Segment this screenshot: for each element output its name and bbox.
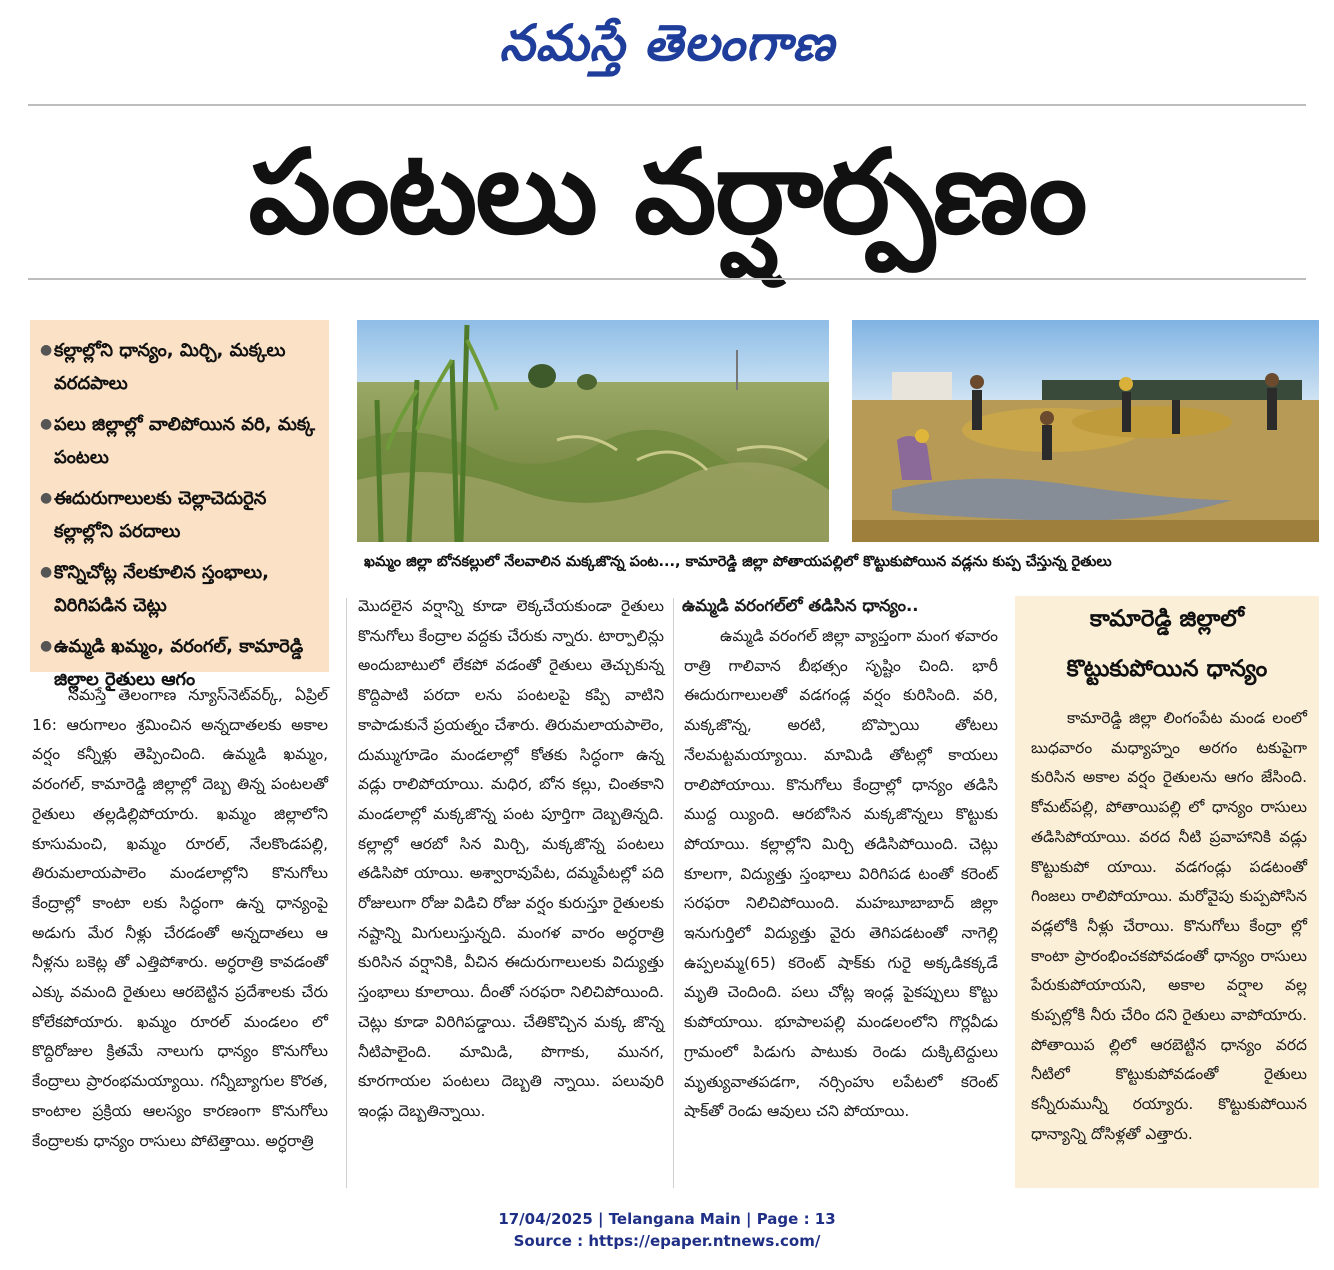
sidebar-paragraph: కామారెడ్డి జిల్లా లింగంపేట మండ లంలో బుధవారం మధ్యాహ్నం అరగం టకుపైగా కురిసిన అకాల వర్షం రైతులను ఆగం జేసింది. కోమట్‌పల్లి, పోతాయిపల్లి లో ధాన్యం రాసులు తడిసిపోయాయి. వరద నీటి ప్రవాహానికి వడ్లు కొట్టుకుపో యాయి. వడగండ్లు పడటంతో గింజలు రాలిపోయాయి. మరోవైపు కుప్పపోసిన వడ్లలోకి నీళ్లు చేరాయి. కొనుగోలు కేంద్రా ల్లో కాంటా ప్రారంభించకపోవడంతో ధాన్యం రాసులు పేరుకుపోయాయని, అకాల వర్షాల వల్ల కుప్పల్లోకి నీరు చేరిం దని రైతులు వాపోయారు. పోతాయిప ల్లిలో ఆరబెట్టిన ధాన్యం వరద నీటిలో కొట్టుకుపోవడంతో రైతులు కన్నీరుమున్నీ రయ్యారు. కొట్టుకుపోయిన ధాన్యాన్ని దోసిళ్లతో ఎత్తారు. (1031, 709, 1307, 1143)
article-column-3 (684, 622, 998, 1127)
highlight-item: ● ఈదురుగాలులకు చెల్లాచెదురైన కల్లాల్లోని పరదాలు (40, 482, 317, 548)
article-column-2 (358, 592, 664, 1127)
sidebar-body (1031, 704, 1307, 1150)
top-divider (28, 104, 1306, 106)
sidebar-story (1015, 596, 1319, 1188)
bullet-icon: ● (40, 490, 53, 506)
page-headline: పంటలు వర్షార్పణం (248, 125, 1086, 260)
sidebar-title-line-2: కొట్టుకుపోయిన ధాన్యం (1066, 656, 1268, 682)
highlight-item: ● కొన్నిచోట్ల నేలకూలిన స్తంభాలు, విరిగిపడిన చెట్లు (40, 556, 317, 622)
bullet-icon: ● (40, 342, 53, 358)
article-paragraph: నమస్తే తెలంగాణ న్యూస్‌నెట్‌వర్క్, ఏప్రిల్ 16: ఆరుగాలం శ్రమించిన అన్నదాతలకు అకాల వర్షం కన్నీళ్లు తెప్పించింది. ఉమ్మడి ఖమ్మం, వరంగల్, కామారెడ్డి జిల్లాల్లో దెబ్బ తిన్న పంటలతో రైతులు తల్లడిల్లిపోయారు. ఖమ్మం జిల్లాలోని కూసుమంచి, ఖమ్మం రూరల్, నేలకొండపల్లి, తిరుమలాయపాలెం మండలాల్లోని కొనుగోలు కేంద్రాల్లో కాంటా లకు సిద్ధంగా ఉన్న ధాన్యంపై అడుగు మేర నీళ్లు చేరడంతో అన్నదాతలు ఆ నీళ్లను బకెట్ల తో ఎత్తిపోశారు. అర్ధరాత్రి కావడంతో ఎక్కు వమంది రైతులు ఆరబెట్టిన ప్రదేశాలకు చేరు కోలేకపోయారు. ఖమ్మం రూరల్ మండలం లో కొద్దిరోజుల క్రితమే నాలుగు ధాన్యం కొనుగోలు కేంద్రాలు ప్రారంభమయ్యాయి. గన్నీబ్యాగుల కొరత, కాంటాల ప్రక్రియ ఆలస్యం కారణంగా కొనుగోలు కేంద్రాలకు ధాన్యం రాసులు పోటెత్తాయి. అర్ధరాత్రి (32, 686, 328, 1150)
maize-field-photo (357, 320, 829, 542)
photo-caption: ఖమ్మం జిల్లా బోనకల్లులో నేలవాలిన మక్కజొన్న పంట..., కామారెడ్డి జిల్లా పోతాయపల్లిలో కొట్టుకుపోయిన వడ్లను కుప్ప చేస్తున్న రైతులు (364, 554, 1112, 570)
column-divider (673, 598, 674, 1188)
bullet-icon: ● (40, 416, 53, 432)
sidebar-title-line-1: కామారెడ్డి జిల్లాలో (1089, 606, 1245, 632)
highlight-item: ● ఉమ్మడి ఖమ్మం, వరంగల్, కామారెడ్డి జిల్లాల రైతులు ఆగం (40, 630, 317, 696)
highlights-box (30, 320, 329, 690)
article-column-1 (32, 681, 328, 1156)
section-subheading: ఉమ్మడి వరంగల్‌లో తడిసిన ధాన్యం.. (682, 596, 919, 615)
bullet-icon: ● (40, 564, 53, 580)
footer-date-page: 17/04/2025 | Telangana Main | Page : 13 (498, 1210, 836, 1228)
farmers-paddy-photo (852, 320, 1319, 542)
article-paragraph: ఉమ్మడి వరంగల్ జిల్లా వ్యాప్తంగా మంగ ళవారం రాత్రి గాలివాన బీభత్సం సృష్టిం చింది. భారీ ఈదురుగాలులతో వడగండ్ల వర్షం కురిసింది. వరి, మక్కజొన్న, అరటి, బొప్పాయి తోటలు నేలమట్టమయ్యాయి. మామిడి తోటల్లో కాయలు రాలిపోయాయి. కొనుగోలు కేంద్రాల్లో ధాన్యం తడిసి ముద్ద య్యింది. ఆరబోసిన మక్కజొన్నలు కొట్టుకు పోయాయి. కల్లాల్లోని మిర్చి తడిసిపోయింది. చెట్లు కూలగా, విద్యుత్తు స్తంభాలు విరిగిపడ టంతో కరెంట్ సరఫరా నిలిచిపోయింది. మహబూబాబాద్ జిల్లా ఇనుగుర్తిలో విద్యుత్తు వైరు తెగిపడటంతో నాగెల్లి ఉప్పలమ్మ(65) కరెంట్ షాక్‌కు గురై అక్కడికక్కడే మృతి చెందింది. పలు చోట్ల ఇండ్ల పైకప్పులు కొట్టు కుపోయాయి. భూపాలపల్లి మండలంలోని గొర్లవీడు గ్రామంలో పిడుగు పాటుకు రెండు దుక్కిటెద్దులు మృత్యువాతపడగా, నర్సింహు లపేటలో కరెంట్ షాక్‌తో రెండు ఆవులు చని పోయాయి. (684, 627, 998, 1121)
newspaper-masthead: నమస్తే తెలంగాణ (499, 13, 835, 72)
column-divider (346, 598, 347, 1188)
article-paragraph: మొదలైన వర్షాన్ని కూడా లెక్కచేయకుండా రైతులు కొనుగోలు కేంద్రాల వద్దకు చేరుకు న్నారు. టార్పాలిన్లు అందుబాటులో లేకపో వడంతో రైతులు తెచ్చుకున్న కొద్దిపాటి పరదా లను పంటలపై కప్పి వాటిని కాపాడుకునే ప్రయత్నం చేశారు. తిరుమలాయపాలెం, దుమ్ముగూడెం మండలాల్లో కోతకు సిద్ధంగా ఉన్న వడ్లు రాలిపోయాయి. మధిర, బోన కల్లు, చింతకాని మండలాల్లో మక్కజొన్న పంట పూర్తిగా దెబ్బతిన్నది. కల్లాల్లో ఆరబో సిన మిర్చి, మక్కజొన్న పంటలు తడిసిపో యాయి. అశ్వారావుపేట, దమ్మపేటల్లో పది రోజులుగా రోజు విడిచి రోజు వర్షం కురుస్తూ రైతులకు నష్టాన్ని మిగులుస్తున్నది. మంగళ వారం అర్ధరాత్రి కురిసిన వర్షానికి, వీచిన ఈదురుగాలులకు విద్యుత్తు స్తంభాలు కూలాయి. దీంతో సరఫరా నిలిచిపోయింది. చెట్లు కూడా విరిగిపడ్డాయి. చేతికొచ్చిన మక్క జొన్న నీటిపాలైంది. మామిడి, పొగాకు, మునగ, కూరగాయల పంటలు దెబ్బతి న్నాయి. పలువురి ఇండ్లు దెబ్బతిన్నాయి. (358, 597, 664, 1120)
bullet-icon: ● (40, 638, 53, 654)
highlight-item: ● కల్లాల్లోని ధాన్యం, మిర్చి, మక్కలు వరదపాలు (40, 334, 317, 400)
highlight-item: ● పలు జిల్లాల్లో వాలిపోయిన వరి, మక్క పంటలు (40, 408, 317, 474)
headline-divider (28, 278, 1306, 280)
footer-source: Source : https://epaper.ntnews.com/ (513, 1232, 821, 1250)
